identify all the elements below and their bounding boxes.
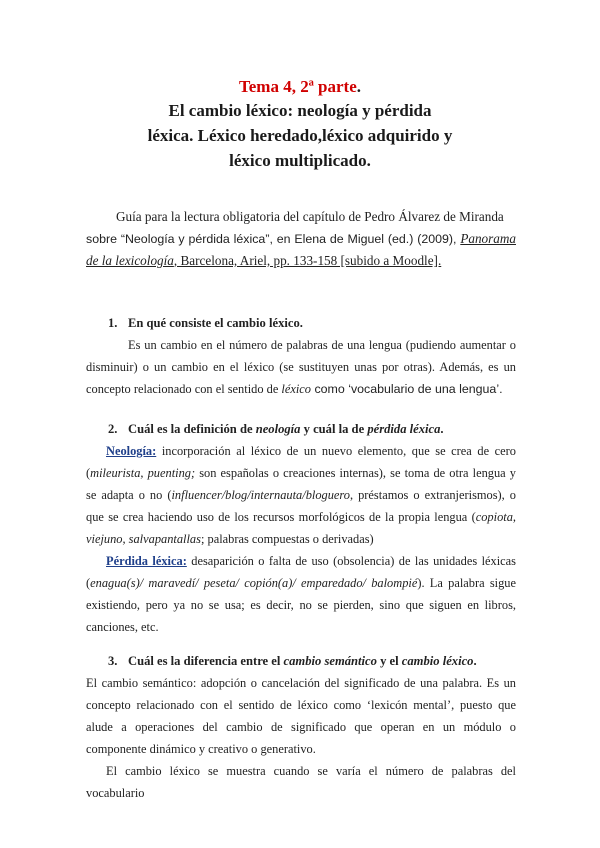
- section-3-number: 3.: [108, 654, 118, 668]
- title-block: [0, 76, 600, 173]
- section-1: [86, 312, 516, 400]
- section-2-heading: [86, 418, 516, 440]
- section-2: [86, 418, 516, 638]
- section-2-h-b: y cuál la de: [300, 422, 368, 436]
- section-3-h-i2: cambio léxico: [401, 654, 474, 668]
- neologia-italic-1: mileurista, puenting;: [90, 466, 196, 480]
- section-2-h-i2: pérdida léxica: [367, 422, 441, 436]
- section-3-h-i1: cambio semántico: [283, 654, 377, 668]
- title-line-1: El cambio léxico: neología y pérdida: [168, 101, 432, 120]
- perdida-text-a: desaparición o falta de uso (obsolencia) de las unidades léxicas (: [86, 554, 516, 590]
- perdida-text-b: ). La palabra sigue existiendo, pero ya no se usa; es decir, no se pierden, sino que siguen en libros, canciones, etc.: [86, 576, 516, 634]
- topic-dot: .: [356, 77, 362, 96]
- neologia-text-c: , préstamos o extranjerismos), o que se crea haciendo uso de los recursos morfológicos de la propia lengua (: [86, 488, 516, 524]
- neologia-italic-2: influencer/blog/internauta/bloguero: [171, 488, 350, 502]
- section-1-paragraph: [86, 334, 516, 400]
- perdida-italic: enagua(s)/ maravedí/ peseta/ copión(a)/ emparedado/ balompié: [90, 576, 418, 590]
- section-3-h-a: Cuál es la diferencia entre el: [128, 654, 284, 668]
- topic-number: Tema 4, 2ª parte: [238, 77, 357, 96]
- section-1-heading: [86, 312, 516, 334]
- section-3-paragraph-1: El cambio semántico: adopción o cancelación del significado de una palabra. Es un concepto relacionado con el sentido de léxico como ‘lexicón mental’, puesto que alude a operaciones del cambio de significado que operan en un módulo o componente dinámico y creativo o generativo.: [86, 676, 516, 756]
- neologia-term: Neología:: [106, 444, 157, 458]
- section-2-h-c: .: [440, 422, 444, 436]
- section-3-heading: [86, 650, 516, 672]
- guide-book-title: Panorama de la lexicología: [86, 231, 516, 268]
- neologia-text-a: incorporación al léxico de un nuevo elemento, que se crea de cero (: [86, 444, 516, 480]
- section-1-text-b: como ‘vocabulario de una lengua’.: [311, 382, 503, 396]
- neologia-text-d: ; palabras compuestas o derivadas): [200, 532, 374, 546]
- section-1-title: En qué consiste el cambio léxico.: [128, 316, 303, 330]
- section-3: [86, 650, 516, 804]
- neologia-text-b: son españolas o creaciones internas), se toma de otra lengua y se adapta o no (: [86, 466, 516, 502]
- section-1-italic: léxico: [281, 382, 312, 396]
- perdida-paragraph: [86, 550, 516, 638]
- guide-line-2: sobre “Neología y pérdida léxica”, en Elena de Miguel (ed.) (2009),: [86, 232, 461, 246]
- title-line-2: léxica. Léxico heredado,léxico adquirido y: [147, 126, 453, 145]
- section-3-paragraph-2: El cambio léxico se muestra cuando se varía el número de palabras del vocabulario: [86, 764, 516, 800]
- reading-guide: [86, 206, 516, 272]
- section-1-text-a: Es un cambio en el número de palabras de una lengua (pudiendo aumentar o disminuir) o un cambio en el léxico (se sustituyen unas por otras). Además, es un concepto relacionado con el sentido de: [86, 338, 516, 396]
- topic-title: [0, 76, 600, 98]
- section-2-number: 2.: [108, 422, 118, 436]
- section-3-h-c: .: [473, 654, 477, 668]
- section-1-number: 1.: [108, 316, 118, 330]
- section-3-h-b: y el: [376, 654, 402, 668]
- section-2-h-i1: neología: [255, 422, 301, 436]
- perdida-term: Pérdida léxica:: [106, 554, 187, 568]
- guide-reference: , Barcelona, Ariel, pp. 133-158 [subido a Moodle].: [173, 253, 442, 268]
- title-line-3: léxico multiplicado.: [229, 151, 371, 170]
- guide-rest: [86, 228, 516, 272]
- guide-line-1: Guía para la lectura obligatoria del capítulo de Pedro Álvarez de Miranda: [116, 209, 504, 224]
- neologia-italic-3: copiota, viejuno, salvapantallas: [86, 510, 516, 546]
- section-2-h-a: Cuál es la definición de: [128, 422, 256, 436]
- neologia-paragraph: [86, 440, 516, 550]
